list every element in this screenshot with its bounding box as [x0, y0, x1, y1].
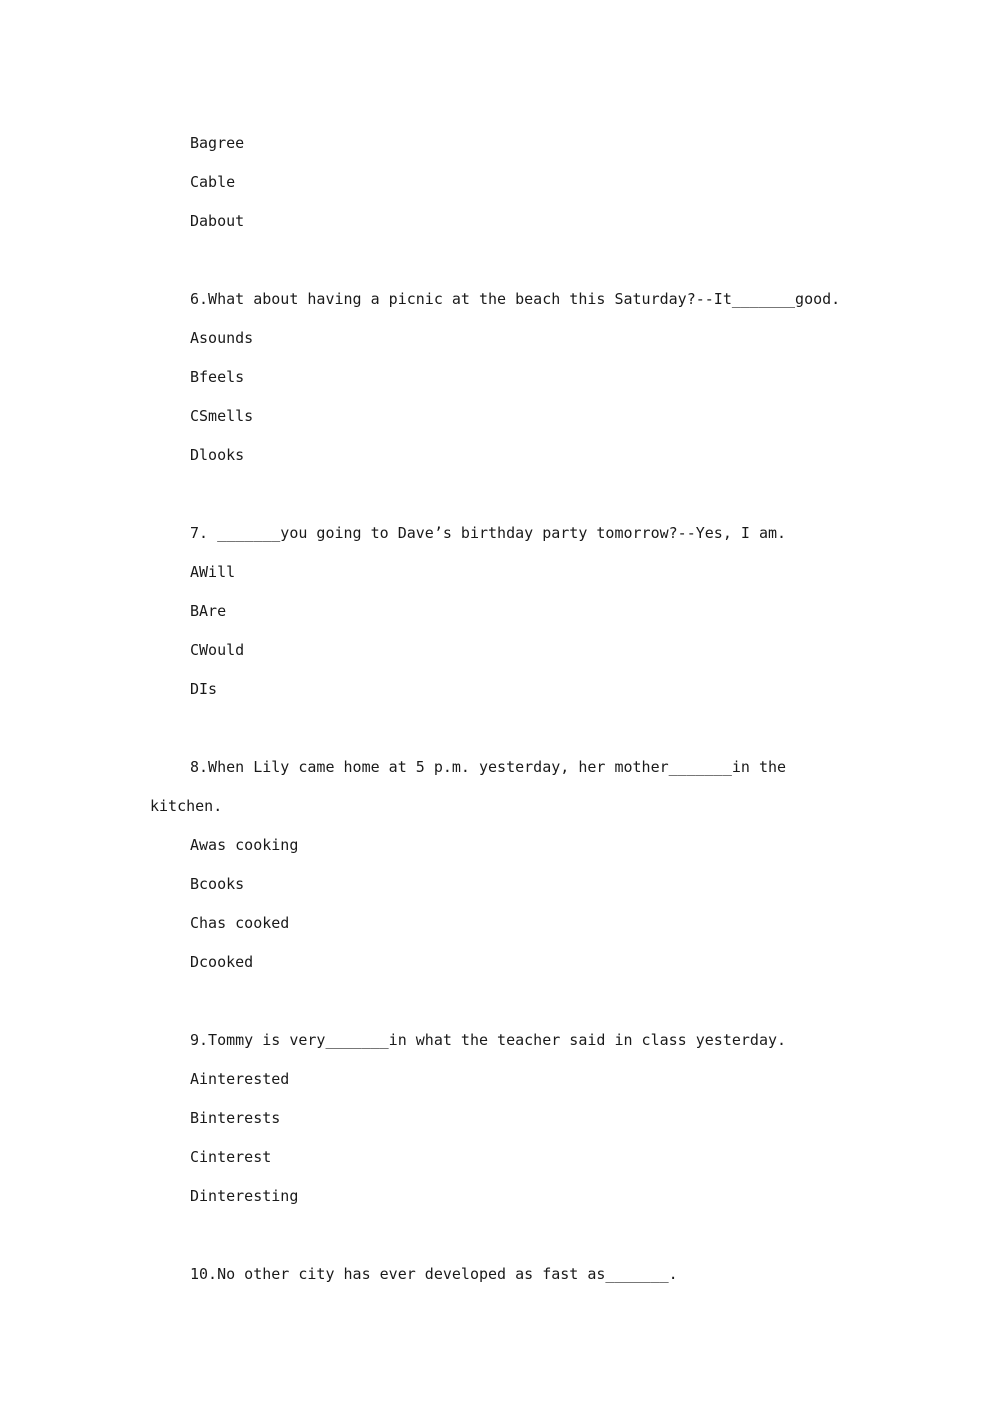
- q9-option-a: Ainterested: [190, 1070, 290, 1088]
- q9-option-d: Dinteresting: [190, 1187, 299, 1205]
- option-c: Cable: [190, 173, 236, 191]
- q7-option-b: BAre: [190, 602, 227, 620]
- q8-option-c: Chas cooked: [190, 914, 290, 932]
- q6-option-a: Asounds: [190, 329, 254, 347]
- question-7: 7. _______you going to Dave’s birthday party tomorrow?--Yes, I am.: [190, 524, 787, 542]
- q7-option-c: CWould: [190, 641, 245, 659]
- q6-option-c: CSmells: [190, 407, 254, 425]
- q9-option-c: Cinterest: [190, 1148, 272, 1166]
- question-6: 6.What about having a picnic at the beach this Saturday?--It_______good.: [190, 290, 841, 308]
- option-d: Dabout: [190, 212, 245, 230]
- q9-option-b: Binterests: [190, 1109, 281, 1127]
- q7-option-d: DIs: [190, 680, 218, 698]
- q6-option-b: Bfeels: [190, 368, 245, 386]
- q8-option-b: Bcooks: [190, 875, 245, 893]
- q8-option-a: Awas cooking: [190, 836, 299, 854]
- question-8: 8.When Lily came home at 5 p.m. yesterday, her mother_______in the: [190, 758, 787, 776]
- question-10: 10.No other city has ever developed as fast as_______.: [190, 1265, 678, 1283]
- q8-option-d: Dcooked: [190, 953, 254, 971]
- q6-option-d: Dlooks: [190, 446, 245, 464]
- q7-option-a: AWill: [190, 563, 236, 581]
- question-8-continuation: kitchen.: [150, 797, 223, 815]
- option-b: Bagree: [190, 134, 245, 152]
- question-9: 9.Tommy is very_______in what the teacher said in class yesterday.: [190, 1031, 787, 1049]
